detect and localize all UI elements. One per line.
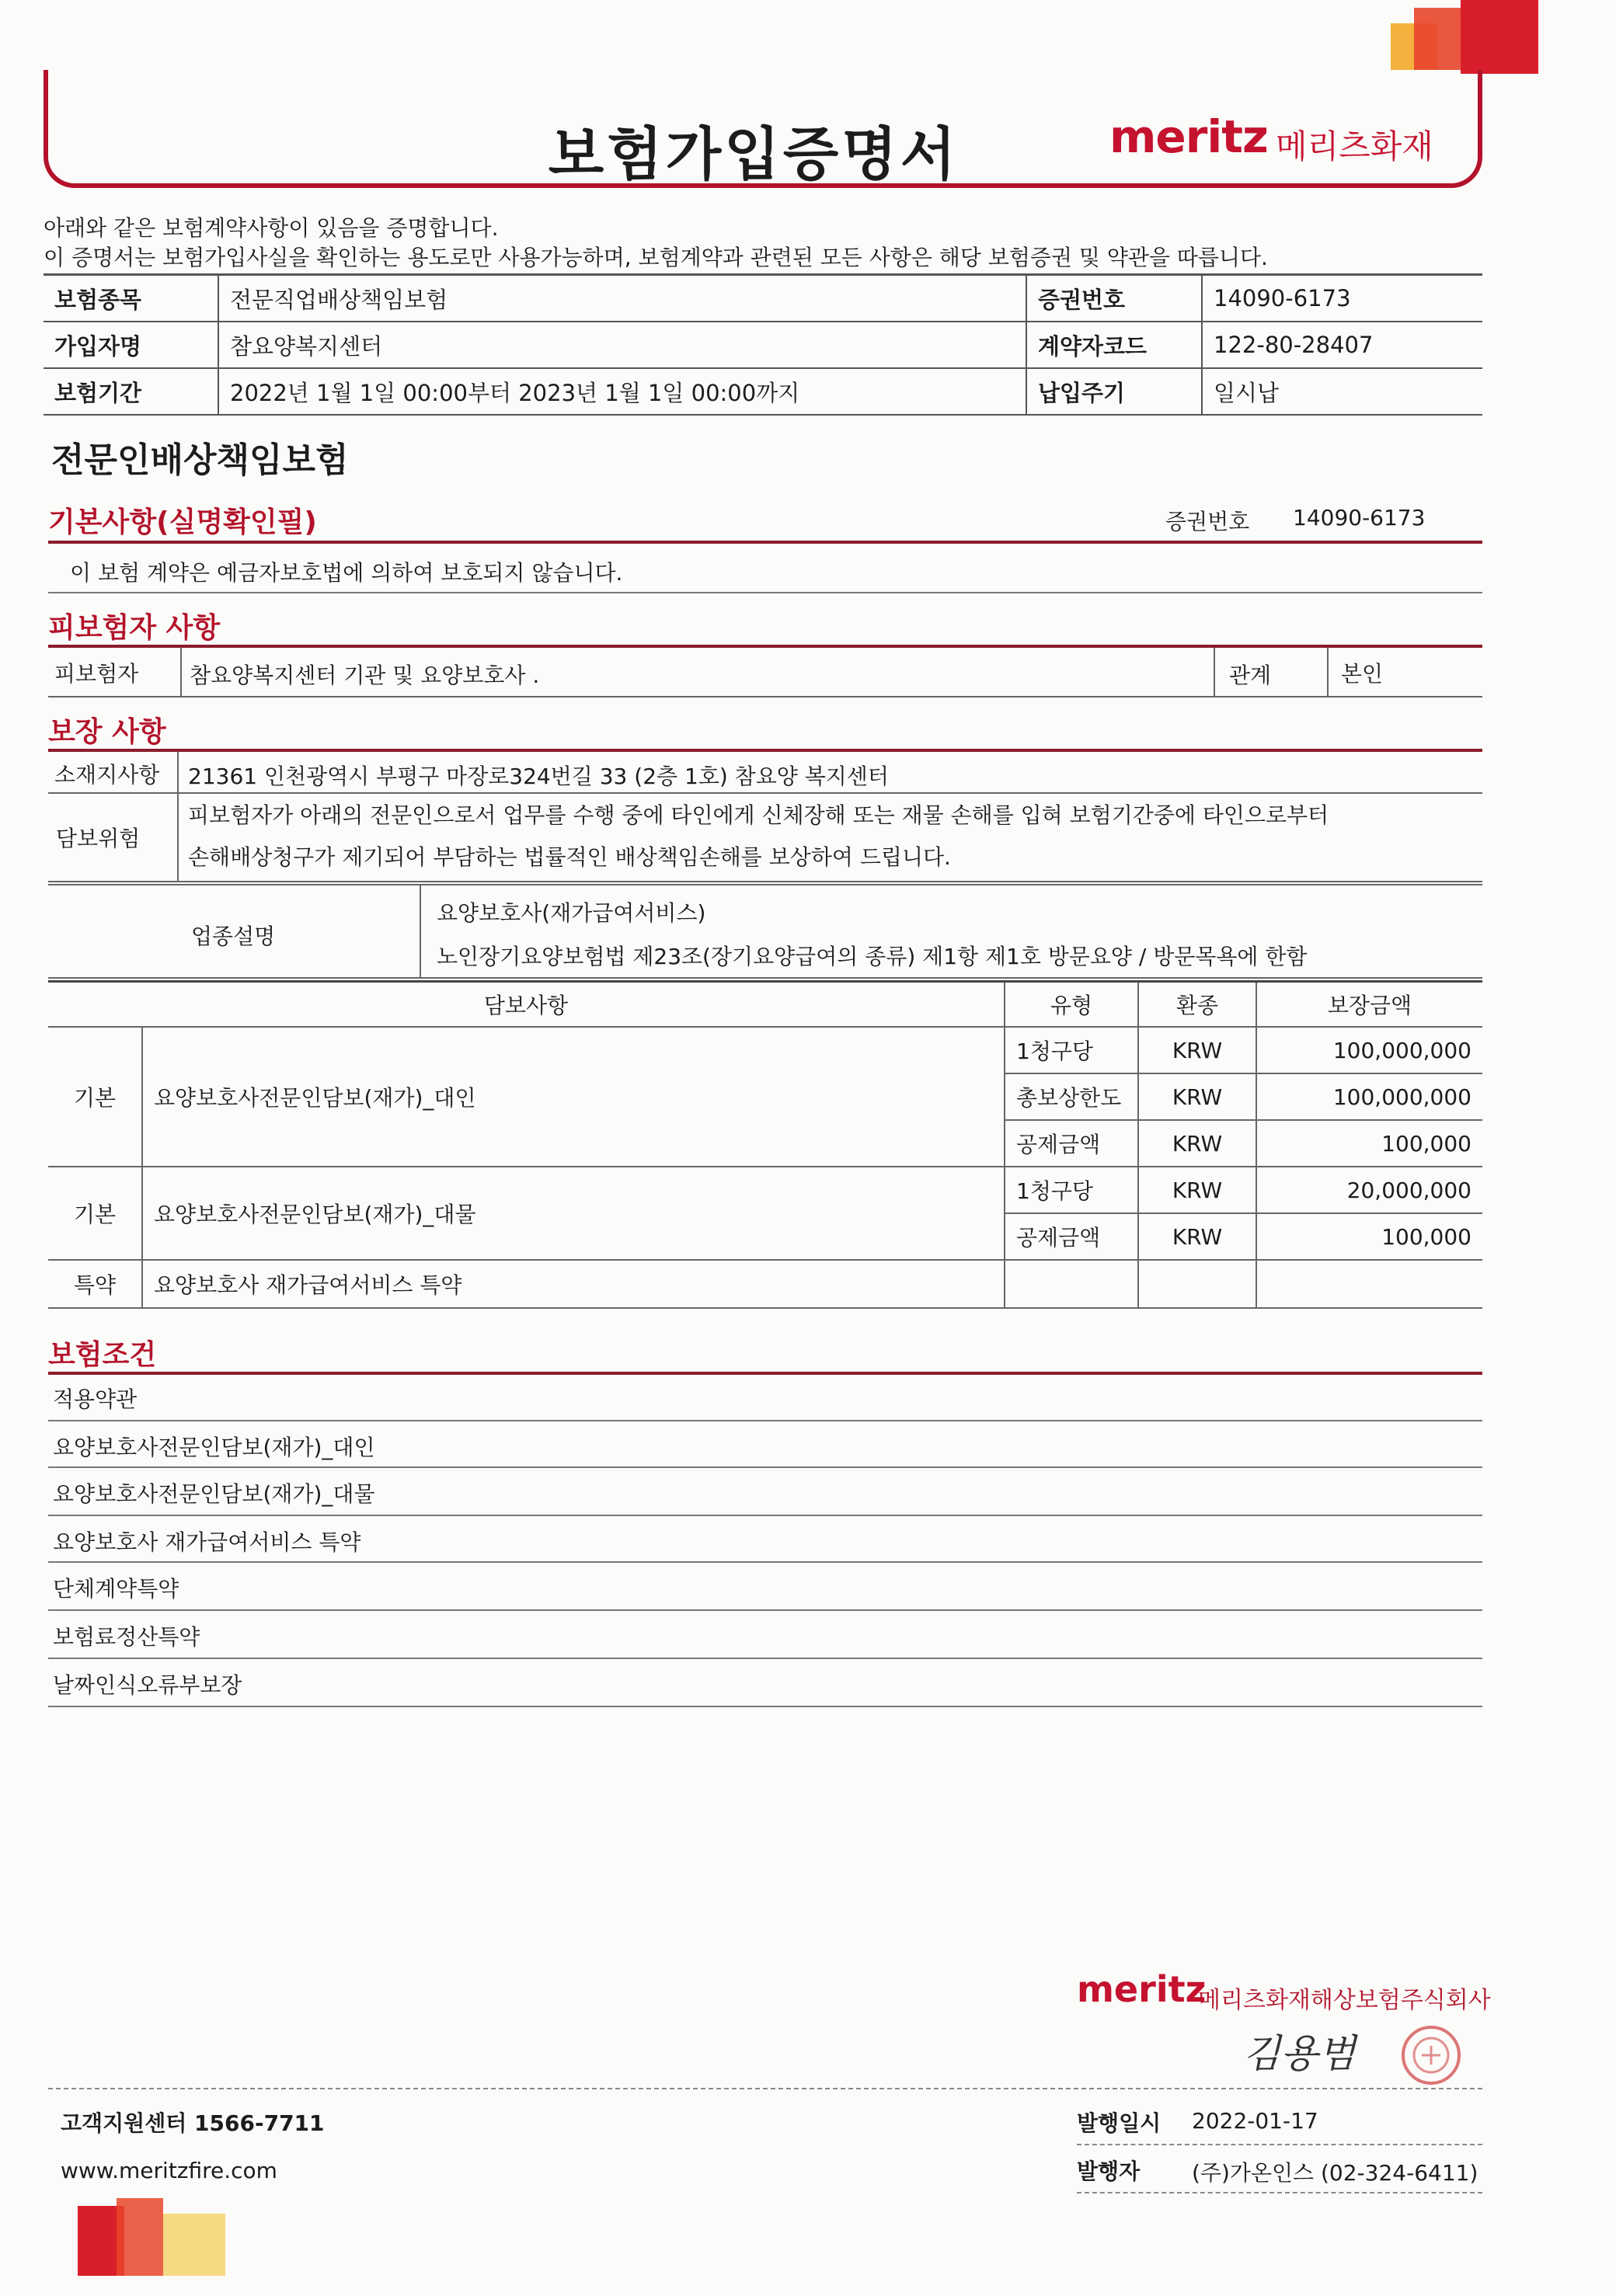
cell-divider bbox=[1214, 648, 1215, 696]
risk-line-2: 손해배상청구가 제기되어 부담하는 법률적인 배상책임손해를 보상하여 드립니다. bbox=[188, 844, 951, 870]
empty-cell bbox=[1138, 1260, 1256, 1308]
divider bbox=[48, 1561, 1482, 1563]
intro-line-2: 이 증명서는 보험가입사실을 확인하는 용도로만 사용가능하며, 보험계약과 관련된 모든 사항은 해당 보험증권 및 약관을 따릅니다. bbox=[44, 245, 1268, 270]
relation-value: 본인 bbox=[1341, 661, 1384, 687]
line-type: 총보상한도 bbox=[1005, 1073, 1138, 1120]
insured-label: 가입자명 bbox=[44, 322, 218, 368]
footer-divider bbox=[1077, 2192, 1482, 2195]
issue-date-label: 발행일시 bbox=[1077, 2110, 1162, 2136]
basic-policy-no-label: 증권번호 bbox=[1165, 509, 1250, 534]
row-kind: 기본 bbox=[48, 1167, 142, 1260]
contractor-code-label: 계약자코드 bbox=[1026, 322, 1202, 368]
period-label: 보험기간 bbox=[44, 368, 218, 415]
section-divider bbox=[48, 541, 1482, 544]
condition-item: 단체계약특약 bbox=[53, 1576, 179, 1602]
basic-policy-no: 14090-6173 bbox=[1293, 505, 1426, 531]
line-currency: KRW bbox=[1138, 1213, 1256, 1260]
policy-info-table bbox=[44, 276, 1482, 416]
corner-decoration bbox=[1367, 0, 1538, 74]
line-amount: 100,000 bbox=[1256, 1120, 1482, 1167]
line-amount: 20,000,000 bbox=[1256, 1167, 1482, 1213]
condition-item: 요양보호사 재가급여서비스 특약 bbox=[53, 1529, 361, 1555]
divider bbox=[48, 1658, 1482, 1659]
company-name-logo: 메리츠화재 bbox=[1276, 127, 1433, 165]
insured-row bbox=[48, 648, 1482, 697]
row-name: 요양보호사 재가급여서비스 특약 bbox=[142, 1260, 1005, 1308]
product-label: 보험종목 bbox=[44, 276, 218, 322]
empty-cell bbox=[1256, 1260, 1482, 1308]
intro-line-1: 아래와 같은 보험계약사항이 있음을 증명합니다. bbox=[44, 215, 499, 241]
risk-label: 담보위험 bbox=[56, 826, 141, 851]
divider bbox=[48, 1515, 1482, 1516]
divider bbox=[48, 1466, 1482, 1468]
business-line-1: 요양보호사(재가급여서비스) bbox=[437, 900, 706, 926]
corner-decoration bbox=[78, 2198, 233, 2276]
issuer-value: (주)가온인스 (02-324-6411) bbox=[1192, 2160, 1478, 2186]
call-center: 고객지원센터 1566-7711 bbox=[61, 2110, 325, 2136]
location-value: 21361 인천광역시 부평구 마장로324번길 33 (2층 1호) 참요양 복지센터 bbox=[188, 764, 889, 789]
line-currency: KRW bbox=[1138, 1167, 1256, 1213]
line-amount: 100,000 bbox=[1256, 1213, 1482, 1260]
meritz-logo: meritz bbox=[1109, 110, 1268, 163]
insured-value: 참요양복지센터 기관 및 요양보호사 . bbox=[190, 663, 540, 688]
issuer-label: 발행자 bbox=[1077, 2159, 1141, 2184]
table-row bbox=[48, 1027, 1482, 1073]
payment-label: 납입주기 bbox=[1026, 368, 1202, 415]
cell-divider bbox=[420, 885, 421, 977]
line-type: 공제금액 bbox=[1005, 1120, 1138, 1167]
payment-value: 일시납 bbox=[1202, 368, 1482, 415]
risk-line-1: 피보험자가 아래의 전문인으로서 업무를 수행 중에 타인에게 신체장해 또는 재물 손해를 입혀 보험기간중에 타인으로부터 bbox=[188, 802, 1329, 828]
header-currency: 환종 bbox=[1138, 982, 1256, 1028]
line-currency: KRW bbox=[1138, 1073, 1256, 1120]
header-item: 담보사항 bbox=[48, 982, 1005, 1028]
product-value: 전문직업배상책임보험 bbox=[218, 276, 1026, 322]
insured-section-title: 피보험자 사항 bbox=[48, 612, 221, 644]
divider bbox=[48, 592, 1482, 593]
table-row bbox=[48, 1167, 1482, 1213]
condition-item: 보험료정산특약 bbox=[53, 1624, 200, 1650]
company-seal-icon bbox=[1398, 2023, 1464, 2088]
insured-value: 참요양복지센터 bbox=[218, 322, 1026, 368]
issuer-company: 메리츠화재해상보험주식회사 bbox=[1198, 1987, 1491, 2014]
coverage-table-header bbox=[48, 982, 1482, 1028]
line-type: 1청구당 bbox=[1005, 1167, 1138, 1213]
issuer-logo: meritz bbox=[1077, 1968, 1207, 2010]
issue-date: 2022-01-17 bbox=[1192, 2108, 1318, 2134]
period-value: 2022년 1월 1일 00:00부터 2023년 1월 1일 00:00까지 bbox=[218, 368, 1026, 415]
footer-divider bbox=[48, 2088, 1482, 2091]
coverage-table bbox=[48, 980, 1482, 1309]
condition-item: 요양보호사전문인담보(재가)_대물 bbox=[53, 1481, 375, 1507]
divider bbox=[48, 1420, 1482, 1421]
contractor-code-value: 122-80-28407 bbox=[1202, 322, 1482, 368]
cell-divider bbox=[1327, 648, 1329, 696]
line-type: 공제금액 bbox=[1005, 1213, 1138, 1260]
line-currency: KRW bbox=[1138, 1027, 1256, 1073]
policy-no-label: 증권번호 bbox=[1026, 276, 1202, 322]
line-amount: 100,000,000 bbox=[1256, 1073, 1482, 1120]
row-name: 요양보호사전문인담보(재가)_대인 bbox=[142, 1027, 1005, 1167]
product-title: 전문인배상책임보험 bbox=[51, 440, 349, 480]
document-title: 보험가입증명서 bbox=[548, 121, 960, 188]
location-label: 소재지사항 bbox=[54, 762, 160, 788]
deposit-notice: 이 보험 계약은 예금자보호법에 의하여 보호되지 않습니다. bbox=[70, 560, 623, 586]
risk-row bbox=[48, 794, 1482, 882]
line-currency: KRW bbox=[1138, 1120, 1256, 1167]
basic-section-title: 기본사항(실명확인필) bbox=[48, 506, 317, 538]
row-kind: 특약 bbox=[48, 1260, 142, 1308]
cell-divider bbox=[177, 752, 179, 792]
divider bbox=[48, 1706, 1482, 1707]
header-amount: 보장금액 bbox=[1256, 982, 1482, 1028]
condition-item: 날짜인식오류부보장 bbox=[53, 1672, 242, 1698]
policy-no-value: 14090-6173 bbox=[1202, 276, 1482, 322]
section-divider bbox=[48, 1372, 1482, 1375]
line-type: 1청구당 bbox=[1005, 1027, 1138, 1073]
row-kind: 기본 bbox=[48, 1027, 142, 1167]
website-link[interactable]: www.meritzfire.com bbox=[61, 2158, 277, 2183]
cell-divider bbox=[180, 648, 182, 696]
coverage-section-title: 보장 사항 bbox=[48, 716, 166, 748]
signature: 김용범 bbox=[1243, 2031, 1356, 2076]
conditions-subtitle: 적용약관 bbox=[53, 1386, 138, 1412]
cell-divider bbox=[177, 794, 179, 881]
business-row bbox=[48, 884, 1482, 979]
table-row bbox=[48, 1260, 1482, 1308]
business-label: 업종설명 bbox=[191, 924, 276, 949]
business-line-2: 노인장기요양보험법 제23조(장기요양급여의 종류) 제1항 제1호 방문요양 / 방문목욕에 한함 bbox=[437, 944, 1308, 969]
location-row bbox=[48, 752, 1482, 794]
row-name: 요양보호사전문인담보(재가)_대물 bbox=[142, 1167, 1005, 1260]
conditions-title: 보험조건 bbox=[48, 1339, 157, 1371]
header-type: 유형 bbox=[1005, 982, 1138, 1028]
line-amount: 100,000,000 bbox=[1256, 1027, 1482, 1073]
insured-label: 피보험자 bbox=[54, 661, 139, 687]
empty-cell bbox=[1005, 1260, 1138, 1308]
condition-item: 요양보호사전문인담보(재가)_대인 bbox=[53, 1435, 375, 1460]
footer-divider bbox=[1077, 2144, 1482, 2147]
relation-label: 관계 bbox=[1229, 663, 1272, 688]
divider bbox=[48, 1609, 1482, 1611]
